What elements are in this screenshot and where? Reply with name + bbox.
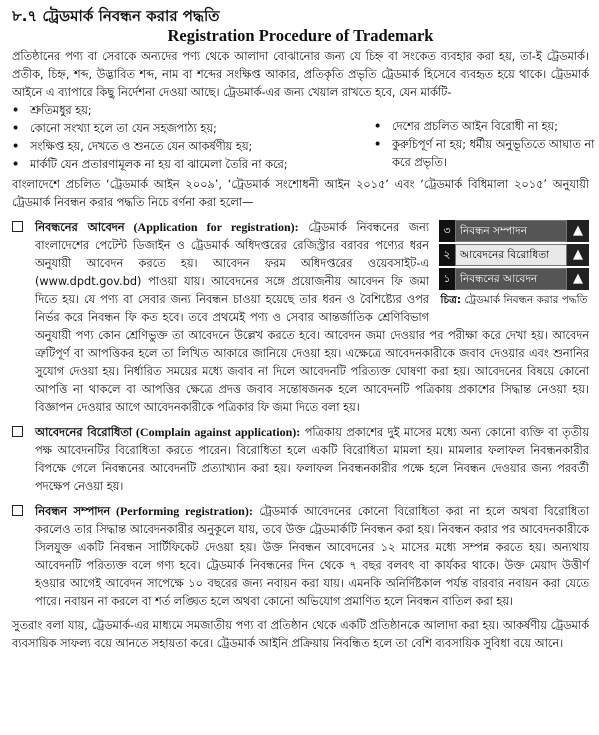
section-text: ট্রেডমার্ক আবেদনের কোনো বিরোধিতা করা না হলে অথবা বিরোধিতা করলেও তার সিদ্ধান্ত আবেদনকারীর অনুকূলে যায়, তবে উক্ত ট্রেডমার্কটি নিবন্ধন করা হয়। নিবন্ধন করার পর আবেদনকারীকে সিলযুক্ত একটি নিবন্ধন সার্টিফিকেট দেওয়া হয়। উক্ত নিবন্ধন আবেদনের ১২ মাসের মধ্যে সম্পন্ন করতে হয়। অন্যথায় আবেদনটি পরিত্যক্ত বলে গণ্য হবে। ট্রেডমার্ক নিবন্ধনের দিন থেকে ৭ বছর বলবৎ বা কার্যকর থাকে। উক্ত মেয়াদ উত্তীর্ণ হওয়ার আগেই আবেদন সাপেক্ষে ১০ বছরের জন্য নবায়ন করা যায়। এমনকি অনির্দিষ্টকাল পর্যন্ত বারবার নবায়ন করা যেতে পারে। নবায়ন না করলে বা শর্ত লঙ্ঘিত হলে অথবা কোনো অভিযোগ প্রমাণিত হলে নিবন্ধন বাতিল করা হয়। bbox=[35, 505, 590, 608]
up-arrow-icon: ▲ bbox=[567, 220, 589, 242]
checkbox-icon bbox=[12, 505, 23, 516]
list-item: • দেশের প্রচলিত আইন বিরোধী না হয়; bbox=[374, 118, 599, 136]
list-item: • কোনো সংখ্যা হলে তা যেন সহজপাঠ্য হয়; bbox=[12, 120, 352, 138]
law-reference-paragraph: বাংলাদেশে প্রচলিত ‘ট্রেডমার্ক আইন ২০০৯’, ‘ট্রেডমার্ক সংশোধনী আইন ২০১৫’ এবং ‘ট্রেডমার্ক বিধিমালা ২০১৫’ অনুযায়ী ট্রেডমার্ক নিবন্ধন করার পদ্ধতি নিচে বর্ণনা করা হলো— bbox=[12, 178, 589, 209]
section-text: ট্রেডমার্ক নিবন্ধনের জন্য বাংলাদেশের পেটেন্ট ডিজাইন ও ট্রেডমার্ক অধিদপ্তরের রেজিস্ট্রার বরাবর পণ্যের ধরন অনুযায়ী আবেদন করতে হয়। আবেদন ফরম অধিদপ্তরের ওয়েবসাইট-এ (www.dpdt.gov.bd) পাওয়া যায়। আবেদনের সঙ্গে প্রয়োজনীয় আবেদন ফি জমা দিতে হয়। যে পণ্য বা সেবার জন্য নিবন্ধন চাওয়া হয়েছে তার ধরন ও বৈশিষ্ট্যের ওপর নির্ভর করে নিবন্ধন ফি কত হবে। তবে প্রথমেই পণ্য ও সেবার আন্তর্জাতিক শ্রেণিবিভাগ অনুযায়ী পণ্য কোন শ্রেণিভুক্ত তা আবেদনে উল্লেখ করতে হবে। আবেদন জমা দেওয়ার পর পরীক্ষা করে দেখা হয়। আবেদন ত্রুটিপূর্ণ বা আপত্তিকর হলে তা লিখিত আকারে জানিয়ে দেওয়া হয়। এক্ষেত্রে আবেদনকারীকে জবাব দেওয়ার এবং শুনানির সুযোগ দেওয়া হয়। নির্ধারিত সময়ের মধ্যে জবাব না দিলে আবেদনটি পরিত্যক্ত ঘোষণা করা হয়। আবেদনের বিষয়ে কোনো আপত্তি না থাকলে বা আপত্তির ক্ষেত্রে প্রদত্ত জবাব সন্তোষজনক হলে আবেদনটি পত্রিকায় প্রকাশের সিদ্ধান্ত নেওয়া হয়। বিজ্ঞাপন দেওয়ার আগে আবেদনকারীকে পত্রিকার ফি জমা দিতে বলা হয়। bbox=[35, 221, 589, 414]
section-title-bangla: ৮.৭ ট্রেডমার্ক নিবন্ধন করার পদ্ধতি bbox=[12, 7, 220, 25]
trademark-criteria-list bbox=[12, 102, 595, 176]
checkbox-icon bbox=[12, 426, 23, 437]
section-heading: নিবন্ধন সম্পাদন (Performing registration): bbox=[35, 504, 253, 518]
up-arrow-icon: ▲ bbox=[567, 268, 589, 290]
section-text: পত্রিকায় প্রকাশের দুই মাসের মধ্যে অন্য কোনো ব্যক্তি বা তৃতীয় পক্ষ আবেদনটির বিরোধিতা করতে পারেন। বিরোধিতা হলে একটি বিরোধিতা মামলা হয়। মামলার ফলাফল নিবন্ধনকারীর বিপক্ষে গেলে নিবন্ধনের আবেদনটি প্রত্যাখ্যান করা হয়। ফলাফল নিবন্ধনকারীর পক্ষে হলে নিবন্ধন দেওয়ার জন্য পরবর্তী পদক্ষেপ নেওয়া হয়। bbox=[35, 426, 589, 493]
section-performing bbox=[12, 502, 589, 611]
section-application bbox=[12, 218, 589, 417]
section-heading: আবেদনের বিরোধিতা (Complain against application): bbox=[35, 425, 301, 439]
section-heading: নিবন্ধনের আবেদন (Application for registration): bbox=[35, 220, 299, 234]
bullet-icon: • bbox=[12, 140, 20, 153]
list-item: • কুরুচিপূর্ণ না হয়; ধর্মীয় অনুভূতিতে আঘাত না করে প্রভৃতি। bbox=[374, 136, 599, 172]
list-item: • মার্কটি যেন প্রতারণামূলক না হয় বা ঝামেলা তৈরি না করে; bbox=[12, 156, 352, 174]
intro-paragraph: প্রতিষ্ঠানের পণ্য বা সেবাকে অন্যদের পণ্য থেকে আলাদা বোঝানোর জন্য যে চিহ্ন বা সংকেত ব্যবহার করা হয়, তা-ই ট্রেডমার্ক। প্রতীক, চিহ্ন, শব্দ, উদ্ভাবিত শব্দ, নাম বা শব্দের সংক্ষিপ্ত আকার, প্রতিকৃতি প্রভৃতি ট্রেডমার্ক হিসেবে ব্যবহৃত হয়ে থাকে। ট্রেডমার্ক আইনে এ ব্যাপারে কিছু নির্দেশনা দেওয়া আছে। ট্রেডমার্ক-এর জন্য খেয়াল রাখতে হবে, যেন মার্কটি- bbox=[12, 50, 589, 99]
bullet-icon: • bbox=[12, 122, 20, 135]
figure-step-1: ১ নিবন্ধনের আবেদন ▲ bbox=[439, 268, 589, 290]
figure-step-2: ২ আবেদনের বিরোধিতা ▲ bbox=[439, 244, 589, 266]
up-arrow-icon: ▲ bbox=[567, 244, 589, 266]
bullet-icon: • bbox=[12, 104, 20, 117]
list-item: • শ্রুতিমধুর হয়; bbox=[12, 102, 352, 120]
figure-caption: চিত্র: ট্রেডমার্ক নিবন্ধন করার পদ্ধতি bbox=[440, 294, 588, 306]
bullet-icon: • bbox=[12, 158, 20, 171]
conclusion-paragraph: সুতরাং বলা যায়, ট্রেডমার্ক-এর মাধ্যমে সমজাতীয় পণ্য বা প্রতিষ্ঠান থেকে একটি প্রতিষ্ঠানকে আলাদা করা হয়। আকর্ষণীয় ট্রেডমার্ক ব্যবসায়িক সাফল্য বয়ে আনতে সহায়তা করে। ট্রেডমার্ক আইনি প্রক্রিয়ায় নিবন্ধিত হলে তা বেশি ব্যবসায়িক সুবিধা বয়ে আনে। bbox=[12, 619, 589, 650]
registration-steps-figure bbox=[439, 220, 589, 308]
figure-step-3: ৩ নিবন্ধন সম্পাদন ▲ bbox=[439, 220, 589, 242]
bullet-icon: • bbox=[374, 138, 382, 151]
checkbox-icon bbox=[12, 221, 23, 232]
list-item: • সংক্ষিপ্ত হয়, দেখতে ও শুনতে যেন আকর্ষণীয় হয়; bbox=[12, 138, 352, 156]
criteria-right-column bbox=[374, 118, 599, 172]
section-title-english: Registration Procedure of Trademark bbox=[167, 26, 434, 45]
section-complaint bbox=[12, 423, 589, 496]
bullet-icon: • bbox=[374, 120, 382, 133]
criteria-left-column bbox=[12, 102, 352, 174]
